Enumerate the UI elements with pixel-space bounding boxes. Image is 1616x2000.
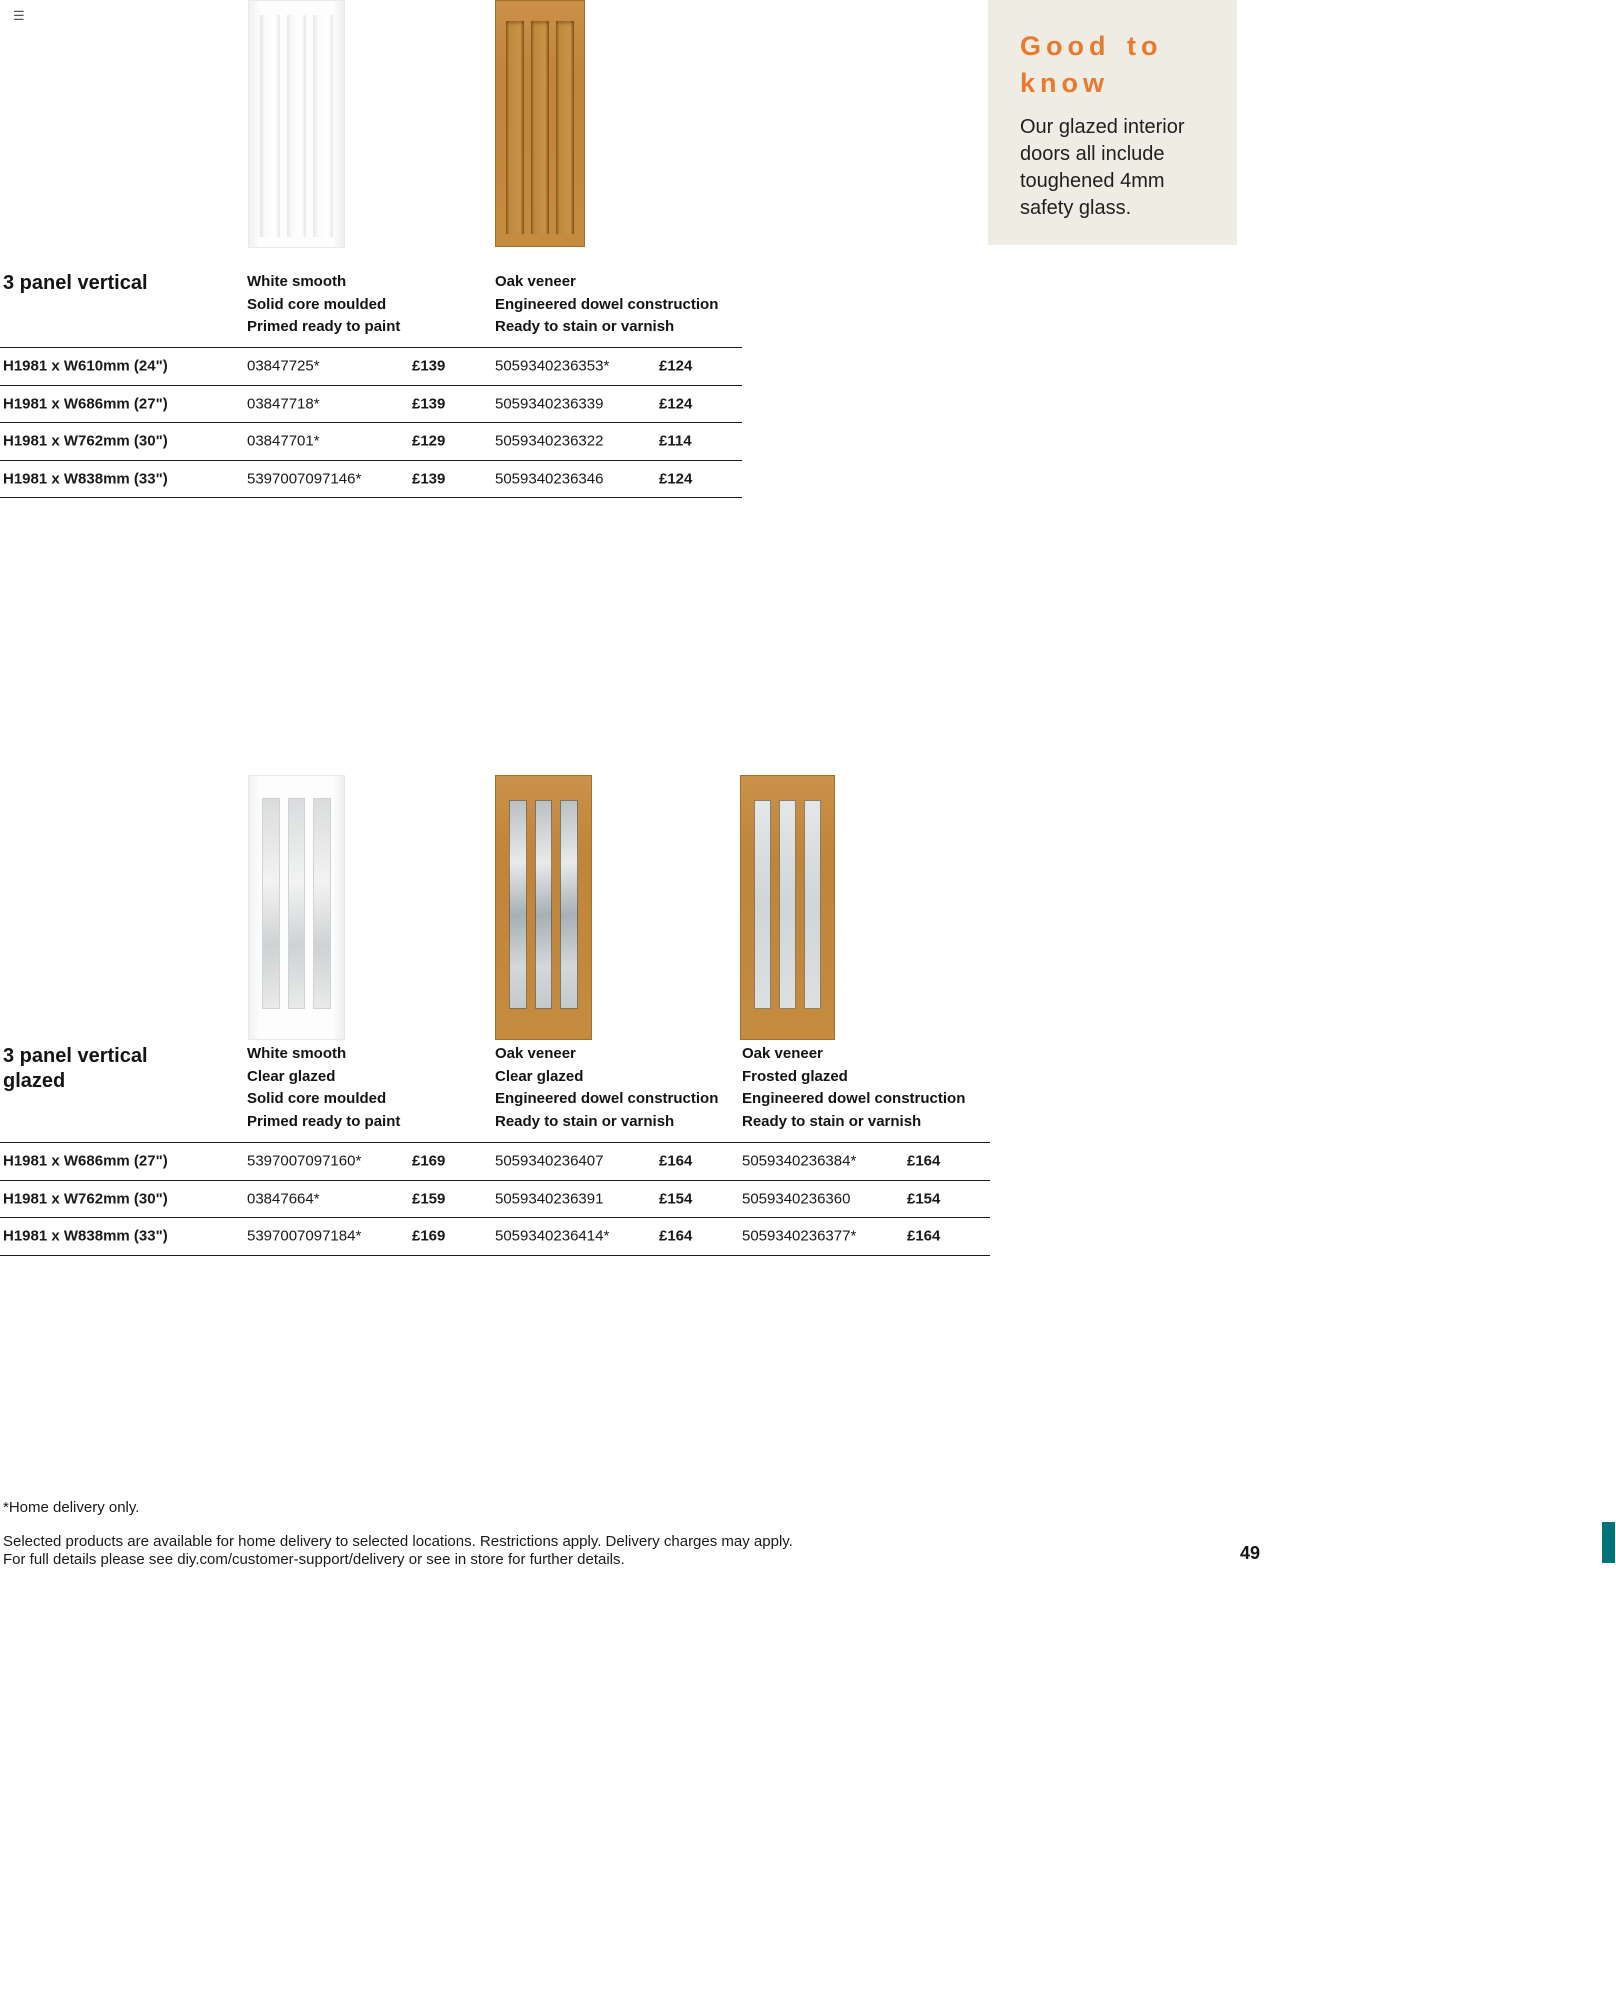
product-code: 03847725* — [247, 357, 320, 375]
column-header-line: Ready to stain or varnish — [495, 318, 675, 335]
table-row — [0, 460, 742, 498]
product-code: 5059340236377* — [742, 1227, 857, 1245]
row-size: H1981 x W762mm (30") — [3, 432, 168, 450]
product-code: 5397007097184* — [247, 1227, 362, 1245]
oak-veneer-door-image — [495, 0, 585, 247]
column-header-line: White smooth — [247, 1045, 347, 1062]
product-code: 5059340236339 — [495, 395, 604, 413]
product-code: 5397007097146* — [247, 470, 362, 488]
column-header-line: Engineered dowel construction — [742, 1090, 966, 1107]
row-size: H1981 x W610mm (24") — [3, 357, 168, 375]
white-clear-glazed-door-image — [248, 775, 345, 1040]
price: £129 — [412, 432, 446, 450]
column-header-line: Primed ready to paint — [247, 1112, 401, 1130]
price: £164 — [659, 1152, 693, 1170]
white-smooth-door-image — [248, 0, 345, 248]
door-panels — [506, 21, 574, 234]
3-panel-vertical-glazed-table — [0, 1142, 990, 1256]
3-panel-vertical-table — [0, 347, 742, 498]
good-to-know-body: Our glazed interior doors all include toughened 4mm safety glass. — [1020, 116, 1185, 219]
column-header-line: Solid core moulded — [247, 1090, 387, 1107]
column-header-line: Clear glazed — [495, 1067, 584, 1085]
price: £169 — [412, 1227, 446, 1245]
door-panels — [260, 15, 333, 237]
table-row — [0, 385, 742, 423]
product-code: 5059340236353* — [495, 357, 610, 375]
column-header-line: Primed ready to paint — [247, 318, 401, 335]
footer-disclaimer-line2: For full details please see diy.com/customer-support/delivery or see in store for further details. — [3, 1550, 625, 1568]
price: £159 — [412, 1190, 446, 1208]
oak-frosted-glazed-door-image — [740, 775, 835, 1040]
column-header-line: Solid core moulded — [247, 295, 387, 313]
column-header-line: White smooth — [247, 273, 347, 290]
section2-column1-header — [247, 1043, 400, 1133]
column-header-line: Oak veneer — [742, 1045, 823, 1062]
product-code: 5397007097160* — [247, 1152, 362, 1170]
table-row — [0, 1142, 990, 1180]
table-row — [0, 422, 742, 460]
home-delivery-note: *Home delivery only. — [3, 1499, 140, 1516]
product-code: 5059340236322 — [495, 432, 604, 450]
row-size: H1981 x W838mm (33") — [3, 470, 168, 488]
price: £124 — [659, 470, 693, 488]
section1-title: 3 panel vertical — [3, 272, 148, 294]
price: £114 — [659, 432, 692, 450]
column-header-line: Engineered dowel construction — [495, 295, 719, 313]
page-number: 49 — [1240, 1543, 1261, 1563]
section2-column3-header — [742, 1043, 965, 1133]
door-panels — [754, 800, 821, 1009]
footer-disclaimer-line1: Selected products are available for home delivery to selected locations. Restrictions apply. Delivery charges may apply. — [3, 1533, 793, 1550]
section1-column1-header — [247, 271, 400, 339]
footer-disclaimer — [3, 1533, 793, 1568]
column-header-line: Oak veneer — [495, 273, 576, 290]
product-code: 03847664* — [247, 1190, 320, 1208]
section2-title — [3, 1044, 148, 1094]
row-size: H1981 x W762mm (30") — [3, 1190, 168, 1208]
price: £154 — [907, 1190, 941, 1208]
price: £169 — [412, 1152, 446, 1170]
product-code: 03847701* — [247, 432, 320, 450]
section2-column2-header — [495, 1043, 718, 1133]
table-row — [0, 1217, 990, 1255]
product-code: 5059340236407 — [495, 1152, 604, 1170]
price: £124 — [659, 357, 693, 375]
price: £164 — [907, 1227, 941, 1245]
column-header-line: Ready to stain or varnish — [742, 1112, 922, 1130]
product-code: 03847718* — [247, 395, 320, 413]
door-panels — [509, 800, 578, 1009]
row-size: H1981 x W838mm (33") — [3, 1227, 168, 1245]
oak-clear-glazed-door-image — [495, 775, 592, 1040]
hamburger-icon[interactable]: ☰ — [13, 8, 25, 23]
column-header-line: Engineered dowel construction — [495, 1090, 719, 1107]
price: £139 — [412, 357, 446, 375]
door-panels — [262, 798, 331, 1009]
price: £124 — [659, 395, 693, 413]
column-header-line: Frosted glazed — [742, 1067, 848, 1085]
section1-column2-header — [495, 271, 718, 339]
row-size: H1981 x W686mm (27") — [3, 395, 168, 413]
product-code: 5059340236360 — [742, 1190, 851, 1208]
good-to-know-panel — [988, 0, 1237, 245]
column-header-line: Ready to stain or varnish — [495, 1112, 675, 1130]
column-header-line: Oak veneer — [495, 1045, 576, 1062]
price: £139 — [412, 470, 446, 488]
good-to-know-title: Good to know — [1020, 31, 1163, 98]
table-row — [0, 1180, 990, 1218]
row-size: H1981 x W686mm (27") — [3, 1152, 168, 1170]
table-row — [0, 347, 742, 385]
price: £139 — [412, 395, 446, 413]
price: £154 — [659, 1190, 693, 1208]
product-code: 5059340236391 — [495, 1190, 604, 1208]
section2-title-line2: glazed — [3, 1070, 66, 1092]
product-code: 5059340236346 — [495, 470, 604, 488]
price: £164 — [907, 1152, 941, 1170]
section2-title-line1: 3 panel vertical — [3, 1045, 148, 1067]
section-accent-bar — [1602, 1522, 1615, 1563]
product-code: 5059340236384* — [742, 1152, 857, 1170]
price: £164 — [659, 1227, 693, 1245]
column-header-line: Clear glazed — [247, 1067, 336, 1085]
product-code: 5059340236414* — [495, 1227, 610, 1245]
